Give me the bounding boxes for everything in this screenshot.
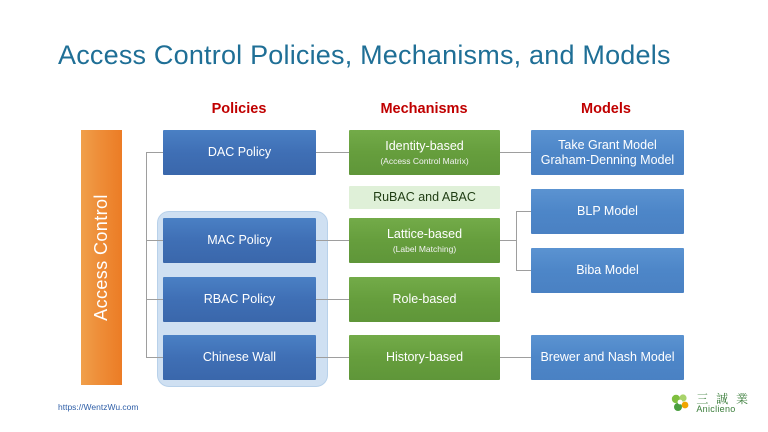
connector-spine-chinesewall xyxy=(146,357,163,358)
flower-logo-icon xyxy=(669,392,691,414)
access-control-spine-label: Access Control xyxy=(91,194,111,321)
model-label-take-grant: Take Grant Model xyxy=(558,137,657,152)
connector-lattice-branch xyxy=(500,240,516,241)
column-header-models: Models xyxy=(581,101,631,117)
connector-mac-lattice xyxy=(316,240,349,241)
policy-label-dac: DAC Policy xyxy=(207,145,272,159)
mechanism-label-identity-based: Identity-based xyxy=(385,138,464,153)
mechanism-label-history-based: History-based xyxy=(385,350,464,364)
brand-logo-text xyxy=(696,393,750,414)
model-label-brewer-nash: Brewer and Nash Model xyxy=(540,350,675,364)
model-label-biba: Biba Model xyxy=(576,263,639,277)
connector-spine-mac xyxy=(146,240,163,241)
model-label-graham-denning: Graham-Denning Model xyxy=(540,152,675,167)
connector-chinesewall-history xyxy=(316,357,349,358)
connector-dac-identity xyxy=(316,152,349,153)
mechanism-box-rubac-abac[interactable] xyxy=(349,186,500,209)
mechanism-box-identity-based[interactable] xyxy=(349,130,500,175)
mechanism-label-role-based: Role-based xyxy=(392,292,457,306)
mechanism-box-history-based[interactable] xyxy=(349,335,500,380)
brand-name-en: Aniclieno xyxy=(696,403,736,414)
connector-spine-vertical xyxy=(146,152,147,358)
model-box-blp[interactable] xyxy=(531,189,684,234)
connector-spine-dac xyxy=(146,152,163,153)
policy-box-mac[interactable] xyxy=(163,218,316,263)
mechanism-label-rubac-abac: RuBAC and ABAC xyxy=(373,190,476,204)
policy-box-chinese-wall[interactable] xyxy=(163,335,316,380)
mechanism-box-lattice-based[interactable] xyxy=(349,218,500,263)
policy-label-chinese-wall: Chinese Wall xyxy=(202,350,277,364)
policy-box-dac[interactable] xyxy=(163,130,316,175)
policy-label-rbac: RBAC Policy xyxy=(203,292,276,306)
mechanism-sublabel-identity-based: (Access Control Matrix) xyxy=(380,155,469,166)
model-label-blp: BLP Model xyxy=(577,204,638,218)
policy-box-rbac[interactable] xyxy=(163,277,316,322)
model-box-brewer-nash[interactable] xyxy=(531,335,684,380)
page-title: Access Control Policies, Mechanisms, and Models xyxy=(58,40,671,70)
connector-rbac-role xyxy=(316,299,349,300)
connector-lattice-vertical xyxy=(516,211,517,270)
column-header-policies: Policies xyxy=(211,101,267,117)
site-url[interactable]: https://WentzWu.com xyxy=(58,402,139,412)
connector-identity-models xyxy=(500,152,531,153)
access-control-spine xyxy=(81,130,122,385)
mechanism-box-role-based[interactable] xyxy=(349,277,500,322)
mechanism-sublabel-lattice-based: (Label Matching) xyxy=(392,243,457,254)
brand-name-cn: 三 誠 業 xyxy=(696,391,750,406)
model-box-take-grant-graham-denning[interactable] xyxy=(531,130,684,175)
connector-lattice-blp xyxy=(516,211,531,212)
connector-history-brewer xyxy=(500,357,531,358)
column-header-mechanisms: Mechanisms xyxy=(380,101,468,117)
model-box-biba[interactable] xyxy=(531,248,684,293)
mechanism-label-lattice-based: Lattice-based xyxy=(386,226,463,241)
connector-spine-rbac xyxy=(146,299,163,300)
connector-lattice-biba xyxy=(516,270,531,271)
brand-logo xyxy=(669,392,750,414)
policy-label-mac: MAC Policy xyxy=(207,233,272,247)
